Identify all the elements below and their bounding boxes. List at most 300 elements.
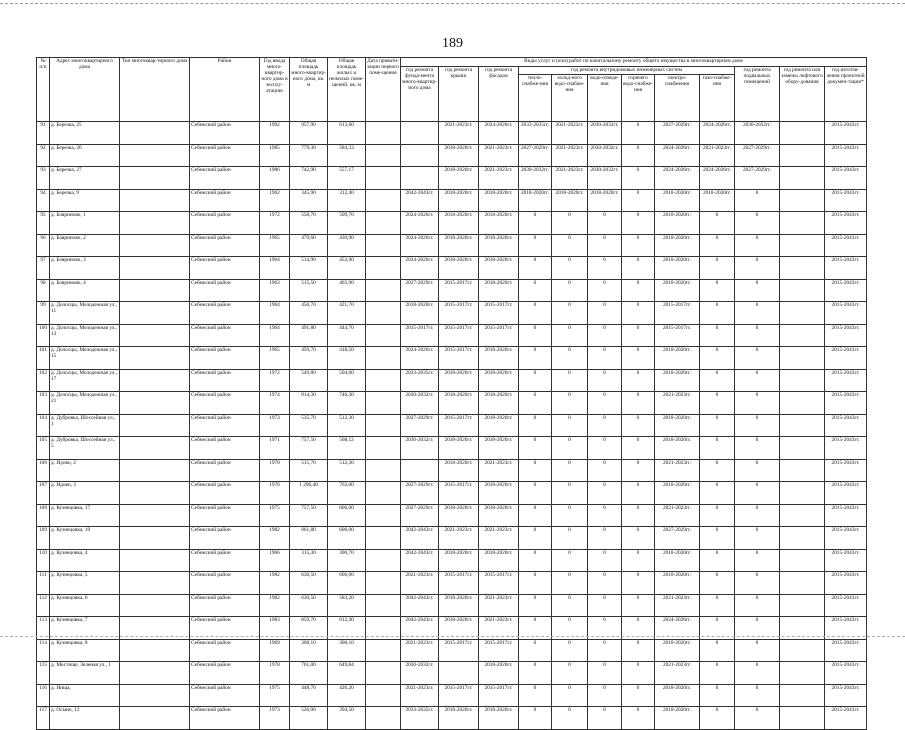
header-cold: холод-ного водо-снабже-ния <box>552 75 588 122</box>
facade-cell: 2018-2020гг. <box>479 504 519 527</box>
privatization-cell <box>366 437 401 460</box>
address-cell: д. Березка, 9 <box>50 189 120 212</box>
district-cell: Себежский район <box>190 369 260 392</box>
privatization-cell <box>366 549 401 572</box>
gas-cell: 0 <box>700 414 735 437</box>
row-number: 96 <box>37 234 50 257</box>
basement-cell: 0 <box>735 482 780 505</box>
basement-cell: 0 <box>735 527 780 550</box>
docs-cell: 2015-2043гг. <box>825 369 867 392</box>
row-number: 108 <box>37 504 50 527</box>
gas-cell: 2024-2026гг. <box>700 167 735 190</box>
heat-cell: 0 <box>519 527 552 550</box>
type-cell <box>120 324 190 347</box>
sewer-cell: 0 <box>588 662 622 685</box>
fund-cell: 2033-2035гг. <box>401 707 439 730</box>
year-cell: 1966 <box>260 549 290 572</box>
living-area-cell: 763,00 <box>328 482 366 505</box>
total-area-cell: 515,70 <box>290 459 328 482</box>
total-area-cell: 448,70 <box>290 684 328 707</box>
privatization-cell <box>366 279 401 302</box>
row-number: 117 <box>37 707 50 730</box>
total-area-cell: 761,00 <box>290 662 328 685</box>
cold-water-cell: 0 <box>552 707 588 730</box>
total-area-cell: 630,50 <box>290 594 328 617</box>
year-cell: 1976 <box>260 482 290 505</box>
docs-cell: 2015-2043гг. <box>825 324 867 347</box>
living-area-cell: 568,12 <box>328 437 366 460</box>
docs-cell: 2015-2043гг. <box>825 459 867 482</box>
basement-cell: 0 <box>735 392 780 415</box>
basement-cell: 0 <box>735 279 780 302</box>
cold-water-cell: 2018-2020гг. <box>552 189 588 212</box>
sewer-cell: 0 <box>588 437 622 460</box>
hot-water-cell: 0 <box>622 144 655 167</box>
roof-cell: 2018-2020гг. <box>439 594 479 617</box>
gas-cell: 0 <box>700 234 735 257</box>
electricity-cell: 2024-2026гг. <box>655 144 700 167</box>
total-area-cell: 779,30 <box>290 144 328 167</box>
electricity-cell: 2018-2020гг. <box>655 257 700 280</box>
type-cell <box>120 234 190 257</box>
type-cell <box>120 189 190 212</box>
hot-water-cell: 0 <box>622 212 655 235</box>
table-row <box>37 122 867 145</box>
address-cell: д. Дубровка, Шоссейная ул., 1 <box>50 414 120 437</box>
facade-cell: 2015-2017гг. <box>479 572 519 595</box>
fund-cell: 2018-2020гг. <box>401 302 439 325</box>
living-area-cell: 444,70 <box>328 324 366 347</box>
year-cell: 1986 <box>260 167 290 190</box>
privatization-cell <box>366 324 401 347</box>
row-number: 101 <box>37 347 50 370</box>
table-row <box>37 504 867 527</box>
table-row <box>37 212 867 235</box>
district-cell: Себежский район <box>190 437 260 460</box>
table-row <box>37 279 867 302</box>
electricity-cell: 2021-2023гг. <box>655 459 700 482</box>
address-cell: д. Кузнецовка, 5 <box>50 572 120 595</box>
top-dashed-border <box>0 3 905 4</box>
fund-cell: 2042-2043гг. <box>401 594 439 617</box>
living-area-cell: 430,90 <box>328 234 366 257</box>
type-cell <box>120 639 190 662</box>
electricity-cell: 2024-2026гг. <box>655 167 700 190</box>
lift-cell <box>780 392 825 415</box>
address-cell: д. Кузнецовка, 19 <box>50 527 120 550</box>
privatization-cell <box>366 707 401 730</box>
hot-water-cell: 0 <box>622 617 655 640</box>
cold-water-cell: 0 <box>552 437 588 460</box>
facade-cell: 2015-2017гг. <box>479 302 519 325</box>
living-area-cell: 453,90 <box>328 257 366 280</box>
privatization-cell <box>366 527 401 550</box>
total-area-cell: 491,80 <box>290 324 328 347</box>
electricity-cell: 2021-2023гг. <box>655 392 700 415</box>
type-cell <box>120 392 190 415</box>
heat-cell: 2018-2020гг. <box>519 189 552 212</box>
heat-cell: 2030-2032гг. <box>519 167 552 190</box>
total-area-cell: 859,70 <box>290 617 328 640</box>
roof-cell: 2015-2017гг. <box>439 684 479 707</box>
district-cell: Себежский район <box>190 482 260 505</box>
gas-cell: 0 <box>700 392 735 415</box>
basement-cell: 0 <box>735 684 780 707</box>
hot-water-cell: 0 <box>622 662 655 685</box>
facade-cell: 2018-2020гг. <box>479 549 519 572</box>
table-row <box>37 482 867 505</box>
cold-water-cell: 0 <box>552 414 588 437</box>
fund-cell: 2027-2029гг. <box>401 279 439 302</box>
fund-cell: 2027-2029гг. <box>401 504 439 527</box>
total-area-cell: 549,80 <box>290 369 328 392</box>
heat-cell: 0 <box>519 572 552 595</box>
sewer-cell: 0 <box>588 707 622 730</box>
header-district: Район <box>190 58 260 122</box>
type-cell <box>120 414 190 437</box>
basement-cell: 0 <box>735 707 780 730</box>
total-area-cell: 1 296,40 <box>290 482 328 505</box>
table-row <box>37 639 867 662</box>
privatization-cell <box>366 684 401 707</box>
row-number: 103 <box>37 392 50 415</box>
lift-cell <box>780 122 825 145</box>
sewer-cell: 0 <box>588 482 622 505</box>
basement-cell: 0 <box>735 437 780 460</box>
address-cell: д. Бояриново, 3 <box>50 257 120 280</box>
docs-cell: 2015-2043гг. <box>825 122 867 145</box>
living-area-cell: 746,30 <box>328 392 366 415</box>
gas-cell: 0 <box>700 639 735 662</box>
heat-cell: 0 <box>519 257 552 280</box>
table-row <box>37 527 867 550</box>
basement-cell: 0 <box>735 617 780 640</box>
heat-cell: 0 <box>519 369 552 392</box>
district-cell: Себежский район <box>190 549 260 572</box>
hot-water-cell: 0 <box>622 167 655 190</box>
cold-water-cell: 0 <box>552 594 588 617</box>
row-number: 97 <box>37 257 50 280</box>
privatization-cell <box>366 594 401 617</box>
header-address: Адрес многоквартирного дома <box>50 58 120 122</box>
docs-cell: 2015-2043гг. <box>825 234 867 257</box>
electricity-cell: 2015-2017гг. <box>655 324 700 347</box>
year-cell: 1982 <box>260 594 290 617</box>
sewer-cell: 2018-2020гг. <box>588 189 622 212</box>
fund-cell: 2021-2023гг. <box>401 684 439 707</box>
sewer-cell: 0 <box>588 572 622 595</box>
type-cell <box>120 257 190 280</box>
basement-cell: 0 <box>735 234 780 257</box>
row-number: 111 <box>37 572 50 595</box>
lift-cell <box>780 234 825 257</box>
heat-cell: 2033-2035гг. <box>519 122 552 145</box>
heat-cell: 0 <box>519 324 552 347</box>
cold-water-cell: 0 <box>552 504 588 527</box>
fund-cell: 2024-2026гг. <box>401 234 439 257</box>
lift-cell <box>780 212 825 235</box>
living-area-cell: 812,40 <box>328 617 366 640</box>
district-cell: Себежский район <box>190 189 260 212</box>
cold-water-cell: 0 <box>552 639 588 662</box>
privatization-cell <box>366 504 401 527</box>
header-privatization: Дата привати-зации первого поме-щения <box>366 58 401 122</box>
gas-cell: 0 <box>700 369 735 392</box>
sewer-cell: 0 <box>588 347 622 370</box>
hot-water-cell: 0 <box>622 122 655 145</box>
row-number: 110 <box>37 549 50 572</box>
fund-cell: 2024-2026гг. <box>401 257 439 280</box>
hot-water-cell: 0 <box>622 302 655 325</box>
electricity-cell: 2018-2020гг. <box>655 347 700 370</box>
living-area-cell: 509,70 <box>328 212 366 235</box>
address-cell: д. Березка, 27 <box>50 167 120 190</box>
district-cell: Себежский район <box>190 504 260 527</box>
living-area-cell: 583,20 <box>328 594 366 617</box>
type-cell <box>120 302 190 325</box>
year-cell: 1964 <box>260 257 290 280</box>
heat-cell: 0 <box>519 414 552 437</box>
gas-cell: 0 <box>700 549 735 572</box>
privatization-cell <box>366 639 401 662</box>
facade-cell: 2018-2020гг. <box>479 437 519 460</box>
sewer-cell: 2030-2032гг. <box>588 122 622 145</box>
header-sewer: водо-отведе-ния <box>588 75 622 122</box>
year-cell: 1964 <box>260 324 290 347</box>
sewer-cell: 0 <box>588 257 622 280</box>
facade-cell: 2018-2020гг. <box>479 482 519 505</box>
district-cell: Себежский район <box>190 414 260 437</box>
docs-cell: 2015-2043гг. <box>825 437 867 460</box>
privatization-cell <box>366 122 401 145</box>
living-area-cell: 421,70 <box>328 302 366 325</box>
facade-cell: 2018-2020гг. <box>479 662 519 685</box>
hot-water-cell: 0 <box>622 234 655 257</box>
facade-cell: 2021-2023гг. <box>479 144 519 167</box>
district-cell: Себежский район <box>190 572 260 595</box>
hot-water-cell: 0 <box>622 392 655 415</box>
docs-cell: 2015-2043гг. <box>825 212 867 235</box>
lift-cell <box>780 639 825 662</box>
lift-cell <box>780 257 825 280</box>
docs-cell: 2015-2043гг. <box>825 347 867 370</box>
hot-water-cell: 0 <box>622 549 655 572</box>
address-cell: д. Кузнецовка, 7 <box>50 617 120 640</box>
year-cell: 1973 <box>260 414 290 437</box>
header-type: Тип многоквар-тирного дома <box>120 58 190 122</box>
gas-cell: 0 <box>700 684 735 707</box>
fund-cell: 2021-2023гг. <box>401 639 439 662</box>
lift-cell <box>780 369 825 392</box>
electricity-cell: 2018-2020гг. <box>655 707 700 730</box>
sewer-cell: 2030-2032гг. <box>588 167 622 190</box>
row-number: 102 <box>37 369 50 392</box>
address-cell: д. Долосцы, Молодежная ул., 13 <box>50 324 120 347</box>
year-cell: 1985 <box>260 144 290 167</box>
header-year: Год ввода много-квартир-ного дома в эксплу-атацию <box>260 58 290 122</box>
roof-cell: 2018-2020гг. <box>439 504 479 527</box>
type-cell <box>120 212 190 235</box>
hot-water-cell: 0 <box>622 594 655 617</box>
year-cell: 1982 <box>260 527 290 550</box>
basement-cell: 0 <box>735 459 780 482</box>
address-cell: д. Бояриново, 2 <box>50 234 120 257</box>
docs-cell: 2015-2043гг. <box>825 549 867 572</box>
roof-cell: 2018-2020гг. <box>439 234 479 257</box>
row-number: 116 <box>37 684 50 707</box>
year-cell: 1983 <box>260 617 290 640</box>
docs-cell: 2015-2043гг. <box>825 279 867 302</box>
header-facade: год ремонта фасадов <box>479 67 519 122</box>
header-systems-title: год ремонта внутридомовых инженерных систем <box>519 67 735 75</box>
lift-cell <box>780 572 825 595</box>
type-cell <box>120 549 190 572</box>
roof-cell: 2018-2020гг. <box>439 212 479 235</box>
living-area-cell: 557,17 <box>328 167 366 190</box>
living-area-cell: 512,30 <box>328 459 366 482</box>
docs-cell: 2015-2043гг. <box>825 257 867 280</box>
row-number: 94 <box>37 189 50 212</box>
gas-cell: 0 <box>700 617 735 640</box>
fund-cell: 2030-2032гг. <box>401 437 439 460</box>
facade-cell: 2021-2023гг. <box>479 459 519 482</box>
privatization-cell <box>366 189 401 212</box>
row-number: 109 <box>37 527 50 550</box>
facade-cell: 2018-2020гг. <box>479 414 519 437</box>
heat-cell: 0 <box>519 482 552 505</box>
roof-cell: 2018-2020гг. <box>439 392 479 415</box>
heat-cell: 0 <box>519 662 552 685</box>
privatization-cell <box>366 459 401 482</box>
hot-water-cell: 0 <box>622 324 655 347</box>
living-area-cell: 606,00 <box>328 572 366 595</box>
living-area-cell: 606,00 <box>328 527 366 550</box>
facade-cell: 2018-2020гг. <box>479 279 519 302</box>
electricity-cell: 2018-2020гг. <box>655 572 700 595</box>
lift-cell <box>780 459 825 482</box>
roof-cell: 2018-2020гг. <box>439 459 479 482</box>
lift-cell <box>780 504 825 527</box>
basement-cell: 2027-2029гг. <box>735 144 780 167</box>
living-area-cell: 394,50 <box>328 707 366 730</box>
district-cell: Себежский район <box>190 684 260 707</box>
gas-cell: 0 <box>700 527 735 550</box>
living-area-cell: 308,10 <box>328 639 366 662</box>
roof-cell: 2018-2020гг. <box>439 617 479 640</box>
basement-cell: 0 <box>735 257 780 280</box>
total-area-cell: 315,30 <box>290 549 328 572</box>
total-area-cell: 814,30 <box>290 392 328 415</box>
row-number: 106 <box>37 459 50 482</box>
electricity-cell: 2021-2023гг. <box>655 594 700 617</box>
year-cell: 1969 <box>260 639 290 662</box>
sewer-cell: 0 <box>588 324 622 347</box>
gas-cell: 0 <box>700 302 735 325</box>
electricity-cell: 2015-2017гг. <box>655 302 700 325</box>
living-area-cell: 613,60 <box>328 122 366 145</box>
district-cell: Себежский район <box>190 324 260 347</box>
table-row <box>37 459 867 482</box>
roof-cell: 2018-2020гг. <box>439 549 479 572</box>
electricity-cell: 2021-2023гг. <box>655 662 700 685</box>
year-cell: 1962 <box>260 189 290 212</box>
roof-cell: 2015-2017гг. <box>439 279 479 302</box>
facade-cell: 2018-2020гг. <box>479 392 519 415</box>
roof-cell: 2015-2017гг. <box>439 572 479 595</box>
hot-water-cell: 0 <box>622 459 655 482</box>
table-row <box>37 707 867 730</box>
row-number: 114 <box>37 639 50 662</box>
lift-cell <box>780 684 825 707</box>
table-row <box>37 392 867 415</box>
heat-cell: 0 <box>519 504 552 527</box>
sewer-cell: 0 <box>588 459 622 482</box>
fund-cell: 2030-2032гг. <box>401 662 439 685</box>
gas-cell: 2024-2026гг. <box>700 122 735 145</box>
header-gas: газо-снабже-ния <box>700 75 735 122</box>
basement-cell: 0 <box>735 189 780 212</box>
header-total-area: Общая площадь много-квартир-ного дома, кв. м <box>290 58 328 122</box>
facade-cell: 2018-2020гг. <box>479 234 519 257</box>
hot-water-cell: 0 <box>622 369 655 392</box>
year-cell: 1965 <box>260 347 290 370</box>
row-number: 105 <box>37 437 50 460</box>
heat-cell: 0 <box>519 302 552 325</box>
header-fund: год ремонта фунда-мента много-квартир-ного дома <box>401 67 439 122</box>
facade-cell: 2021-2023гг. <box>479 167 519 190</box>
electricity-cell: 2018-2020гг. <box>655 279 700 302</box>
basement-cell: 0 <box>735 504 780 527</box>
capital-repair-table <box>36 57 867 730</box>
docs-cell: 2015-2043гг. <box>825 617 867 640</box>
heat-cell: 0 <box>519 392 552 415</box>
district-cell: Себежский район <box>190 302 260 325</box>
cold-water-cell: 2021-2023гг. <box>552 167 588 190</box>
electricity-cell: 2018-2020гг. <box>655 437 700 460</box>
gas-cell: 0 <box>700 437 735 460</box>
docs-cell: 2015-2043гг. <box>825 572 867 595</box>
lift-cell <box>780 549 825 572</box>
roof-cell: 2018-2020гг. <box>439 437 479 460</box>
basement-cell: 0 <box>735 212 780 235</box>
basement-cell: 0 <box>735 594 780 617</box>
type-cell <box>120 662 190 685</box>
cold-water-cell: 2021-2023гг. <box>552 144 588 167</box>
docs-cell: 2015-2043гг. <box>825 684 867 707</box>
privatization-cell <box>366 662 401 685</box>
address-cell: д. Долосцы, Молодежная ул., 21 <box>50 392 120 415</box>
table-row <box>37 437 867 460</box>
total-area-cell: 742,90 <box>290 167 328 190</box>
lift-cell <box>780 662 825 685</box>
sewer-cell: 0 <box>588 392 622 415</box>
header-num: № п/п <box>37 58 50 122</box>
cold-water-cell: 0 <box>552 617 588 640</box>
sewer-cell: 0 <box>588 617 622 640</box>
gas-cell: 2021-2023гг. <box>700 144 735 167</box>
lift-cell <box>780 594 825 617</box>
docs-cell: 2015-2043гг. <box>825 482 867 505</box>
district-cell: Себежский район <box>190 212 260 235</box>
header-hot: горячего водо-снабже-ния <box>622 75 655 122</box>
fund-cell <box>401 459 439 482</box>
lift-cell <box>780 527 825 550</box>
row-number: 104 <box>37 414 50 437</box>
facade-cell: 2015-2017гг. <box>479 639 519 662</box>
fund-cell: 2042-2043гг. <box>401 617 439 640</box>
total-area-cell: 345,90 <box>290 189 328 212</box>
docs-cell: 2015-2043гг. <box>825 167 867 190</box>
